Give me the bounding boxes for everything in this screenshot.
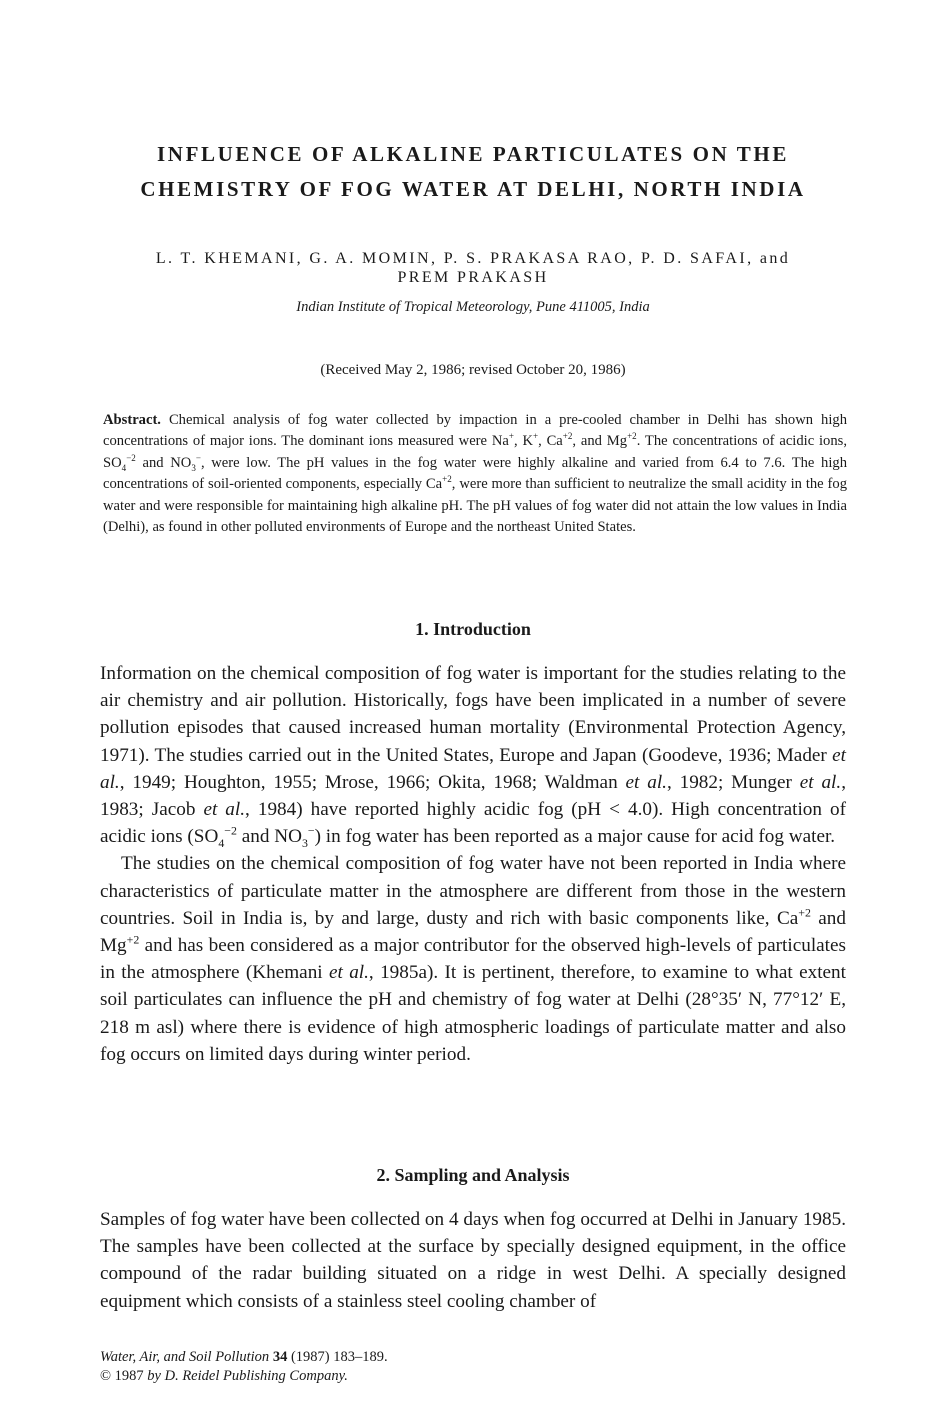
section-heading-introduction: 1. Introduction (415, 619, 531, 639)
abstract-text: , were more than sufficient to neutralize the small acidity in the fog water and were responsible for maintaining high alkaline pH. The pH values of fog water did not attain the low values in India (Delhi), as found in other polluted environments of Europe and the northeast United States. (103, 476, 847, 536)
abstract-text: and NO (135, 454, 192, 471)
author-line-1: L. T. KHEMANI, G. A. MOMIN, P. S. PRAKASA RAO, P. D. SAFAI, and (155, 250, 791, 267)
paragraph-text: , 1982; Munger (666, 771, 800, 793)
journal-pages: (1987) 183–189. (287, 1349, 388, 1365)
paragraph (100, 660, 846, 850)
abstract-text: . The concentrations of acidic ions, SO (103, 433, 847, 471)
abstract-text: Chemical analysis of fog water collected by impaction in a pre-cooled chamber in Delhi has shown high concentrations of major ions. The dominant ions measured were Na (103, 412, 847, 450)
paragraph-text: and has been considered as a major contributor for the observed high-levels of particulates in the atmosphere (Khemani (100, 935, 846, 984)
abstract-text: , and Mg (572, 433, 628, 450)
subscript: 3 (191, 462, 196, 473)
abstract-text: , K (513, 433, 533, 450)
paragraph-text: , 1949; Houghton, 1955; Mrose, 1966; Okita, 1968; Waldman (119, 771, 626, 793)
citation-line (100, 1348, 388, 1367)
copyright-line (100, 1367, 388, 1386)
journal-footer (100, 1348, 388, 1386)
paper-title-line-2: CHEMISTRY OF FOG WATER AT DELHI, NORTH INDIA (140, 177, 806, 201)
subscript: 3 (301, 836, 308, 851)
superscript: −2 (126, 452, 136, 463)
paragraph (100, 850, 846, 1068)
superscript: +2 (562, 431, 573, 442)
italic-text: et al. (100, 744, 846, 793)
superscript: +2 (627, 431, 637, 442)
publisher: by D. Reidel Publishing Company. (147, 1368, 348, 1384)
abstract-label: Abstract. (103, 412, 161, 428)
received-dates: (Received May 2, 1986; revised October 20, 1986) (320, 362, 626, 378)
introduction-body (100, 660, 846, 1068)
subscript: 4 (121, 462, 127, 473)
italic-text: et al. (799, 771, 842, 793)
superscript: − (195, 452, 201, 463)
author-line-2: PREM PRAKASH (397, 269, 549, 286)
superscript: +2 (442, 474, 452, 485)
superscript: + (532, 431, 539, 442)
paragraph-text: and NO (236, 826, 302, 848)
copyright-year: © 1987 (100, 1368, 148, 1384)
italic-text: et al. (625, 771, 667, 793)
subscript: 4 (218, 836, 225, 851)
superscript: + (508, 431, 514, 442)
superscript: +2 (798, 905, 811, 920)
paragraph-text: , 1985a). It is pertinent, therefore, to examine to what extent soil particulates can influence the pH and chemistry of fog water at Delhi (28°35′ N, 77°12′ E, 218 m asl) where there is evidence of high atmospheric loadings of particulate matter and also fog occurs on limited days during winter period. (100, 962, 846, 1065)
paragraph-text: Information on the chemical composition of fog water is important for the studies relating to the air chemistry and air pollution. Historically, fogs have been implicated in a number of severe pollution episodes that caused increased human mortality (Environmental Protection Agency, 1971). The studies carried out in the United States, Europe and Japan (Goodeve, 1936; Mader (100, 663, 846, 766)
superscript: −2 (224, 823, 237, 838)
abstract-text: , were low. The pH values in the fog water were highly alkaline and varied from 6.4 to 7.6. The high concentrations of soil-oriented components, especially Ca (103, 454, 847, 493)
italic-text: et al. (203, 799, 246, 821)
sampling-body (100, 1206, 846, 1315)
italic-text: et al. (328, 962, 369, 984)
superscript: +2 (126, 932, 140, 947)
affiliation: Indian Institute of Tropical Meteorology, Pune 411005, India (296, 299, 650, 315)
paragraph-text: , 1983; Jacob (100, 771, 846, 821)
author-list (110, 249, 836, 287)
paper-title-line-1: INFLUENCE OF ALKALINE PARTICULATES ON THE (157, 142, 789, 166)
paragraph-text: ) in fog water has been reported as a major cause for acid fog water. (314, 826, 836, 848)
paragraph: Samples of fog water have been collected on 4 days when fog occurred at Delhi in January 1985. The samples have been collected at the surface by specially designed equipment, in the office compound of the radar building situated on a ridge in west Delhi. A specially designed equipment which consists of a stainless steel cooling chamber of (100, 1209, 846, 1312)
paragraph-text: and Mg (100, 907, 846, 957)
paragraph-text: , 1984) have reported highly acidic fog (pH < 4.0). High concentration of acidic ions (SO (100, 799, 846, 848)
journal-name: Water, Air, and Soil Pollution (100, 1349, 270, 1365)
abstract-text: , Ca (538, 433, 563, 450)
journal-volume: 34 (272, 1349, 288, 1365)
section-heading-sampling: 2. Sampling and Analysis (376, 1165, 570, 1185)
abstract (103, 410, 847, 538)
paragraph-text: The studies on the chemical composition of fog water have not been reported in India where characteristics of particulate matter in the atmosphere are different from those in the western countries. Soil in India is, by and large, dusty and rich with basic components like, Ca (100, 853, 846, 929)
superscript: − (307, 823, 315, 838)
